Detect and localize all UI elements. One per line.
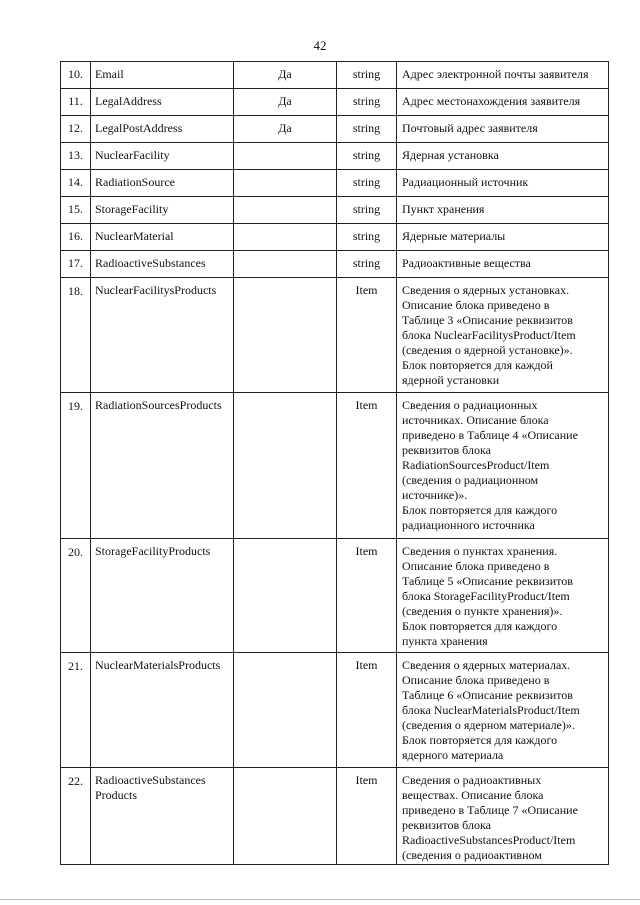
field-name: NuclearMaterial — [91, 224, 234, 251]
row-number: 14. — [61, 170, 91, 197]
required-flag: Да — [234, 62, 337, 89]
field-type: string — [337, 224, 397, 251]
table-row — [61, 143, 609, 170]
field-description: Сведения о радиоактивных веществах. Описание блока приведено в Таблице 7 «Описание реквизитов блока RadioactiveSubstancesProduct/Item (сведения о радиоактивном — [397, 768, 609, 865]
field-type: string — [337, 62, 397, 89]
field-type: string — [337, 116, 397, 143]
row-number: 15. — [61, 197, 91, 224]
table-row — [61, 62, 609, 89]
field-type: string — [337, 143, 397, 170]
field-type: string — [337, 251, 397, 278]
field-type: Item — [337, 768, 397, 865]
required-flag — [234, 393, 337, 539]
row-number: 19. — [61, 393, 91, 539]
table-row — [61, 251, 609, 278]
table-row — [61, 653, 609, 768]
field-name: NuclearFacilitysProducts — [91, 278, 234, 393]
required-flag — [234, 224, 337, 251]
field-description: Сведения о пунктах хранения. Описание блока приведено в Таблице 5 «Описание реквизитов блока StorageFacilityProduct/Item (сведения о пункте хранения)». Блок повторяется для каждого пункта хранения — [397, 539, 609, 653]
row-number: 16. — [61, 224, 91, 251]
table-row — [61, 393, 609, 539]
table-row — [61, 116, 609, 143]
field-description: Сведения о радиационных источниках. Описание блока приведено в Таблице 4 «Описание реквизитов блока RadiationSourcesProduct/Item (сведения о радиационном источнике)». Блок повторяется для каждого радиационного источника — [397, 393, 609, 539]
field-type: string — [337, 197, 397, 224]
required-flag — [234, 197, 337, 224]
row-number: 22. — [61, 768, 91, 865]
field-description: Адрес местонахождения заявителя — [397, 89, 609, 116]
page-bottom-edge — [0, 899, 640, 900]
row-number: 21. — [61, 653, 91, 768]
field-name: RadiationSource — [91, 170, 234, 197]
field-description: Адрес электронной почты заявителя — [397, 62, 609, 89]
table-row — [61, 197, 609, 224]
table-row — [61, 768, 609, 865]
table-row — [61, 170, 609, 197]
field-description: Радиационный источник — [397, 170, 609, 197]
field-type: Item — [337, 278, 397, 393]
required-flag — [234, 170, 337, 197]
field-description: Почтовый адрес заявителя — [397, 116, 609, 143]
row-number: 12. — [61, 116, 91, 143]
required-flag — [234, 653, 337, 768]
field-name: RadioactiveSubstances — [91, 251, 234, 278]
field-description: Ядерная установка — [397, 143, 609, 170]
required-flag — [234, 251, 337, 278]
field-description: Сведения о ядерных установках. Описание блока приведено в Таблице 3 «Описание реквизитов блока NuclearFacilitysProduct/Item (сведения о ядерной установке)». Блок повторяется для каждой ядерной установки — [397, 278, 609, 393]
field-name: RadiationSourcesProducts — [91, 393, 234, 539]
table-row — [61, 224, 609, 251]
row-number: 11. — [61, 89, 91, 116]
field-type: string — [337, 89, 397, 116]
field-description: Пункт хранения — [397, 197, 609, 224]
requisites-table — [60, 61, 609, 865]
field-type: Item — [337, 653, 397, 768]
field-type: Item — [337, 393, 397, 539]
field-name: StorageFacilityProducts — [91, 539, 234, 653]
table-row — [61, 278, 609, 393]
required-flag — [234, 768, 337, 865]
required-flag: Да — [234, 116, 337, 143]
field-description: Сведения о ядерных материалах. Описание блока приведено в Таблице 6 «Описание реквизитов блока NuclearMaterialsProduct/Item (сведения о ядерном материале)». Блок повторяется для каждого ядерного материала — [397, 653, 609, 768]
required-flag — [234, 278, 337, 393]
required-flag — [234, 539, 337, 653]
row-number: 10. — [61, 62, 91, 89]
required-flag — [234, 143, 337, 170]
field-type: string — [337, 170, 397, 197]
field-type: Item — [337, 539, 397, 653]
row-number: 17. — [61, 251, 91, 278]
field-name: RadioactiveSubstances Products — [91, 768, 234, 865]
table-row — [61, 89, 609, 116]
field-name: NuclearFacility — [91, 143, 234, 170]
table-row — [61, 539, 609, 653]
field-name: LegalPostAddress — [91, 116, 234, 143]
page-number: 42 — [313, 38, 327, 53]
field-description: Ядерные материалы — [397, 224, 609, 251]
row-number: 18. — [61, 278, 91, 393]
field-name: StorageFacility — [91, 197, 234, 224]
row-number: 20. — [61, 539, 91, 653]
field-name: LegalAddress — [91, 89, 234, 116]
field-name: NuclearMaterialsProducts — [91, 653, 234, 768]
row-number: 13. — [61, 143, 91, 170]
field-description: Радиоактивные вещества — [397, 251, 609, 278]
field-name: Email — [91, 62, 234, 89]
required-flag: Да — [234, 89, 337, 116]
